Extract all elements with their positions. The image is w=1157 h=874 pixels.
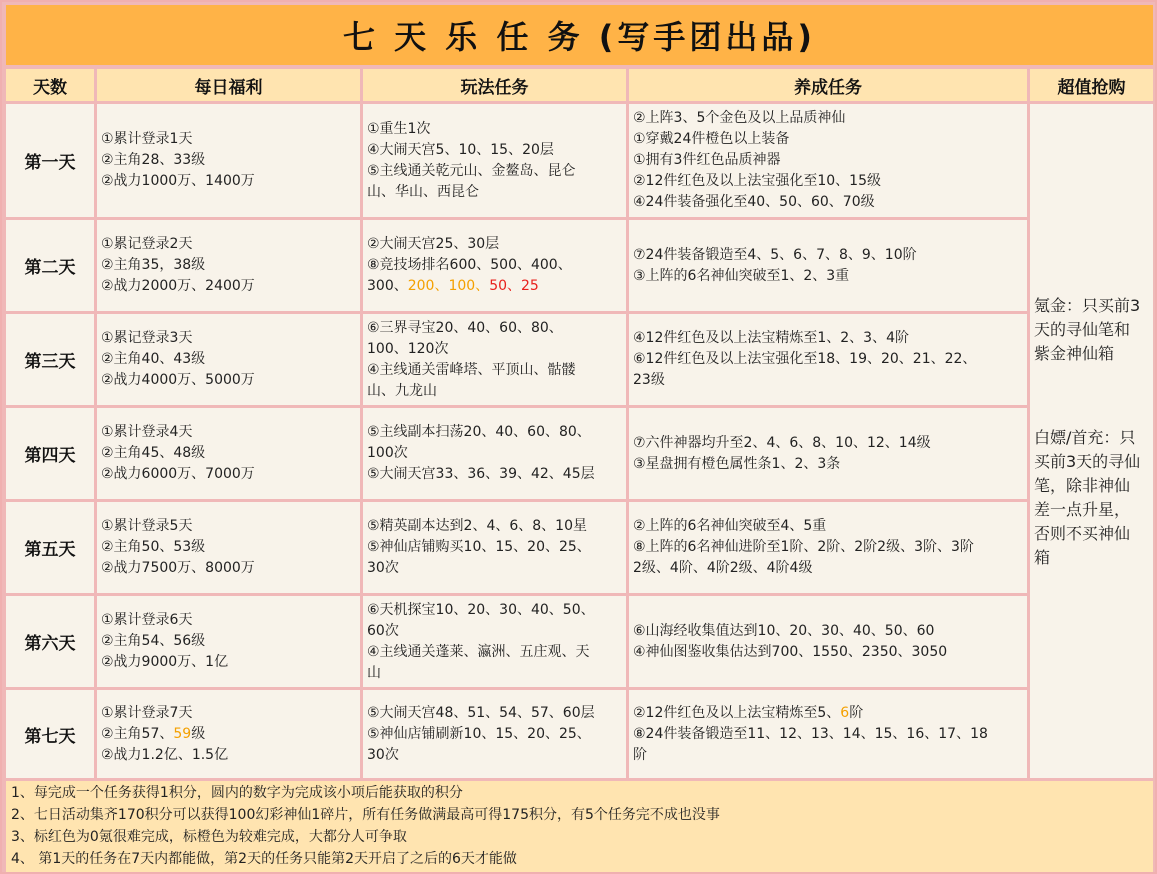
cell-line: ②主角35，38级 xyxy=(101,257,206,273)
cell-line: ①穿戴24件橙色以上装备 xyxy=(633,131,790,147)
welfare-cell xyxy=(97,408,360,499)
purchase-advice xyxy=(1030,104,1153,778)
day-label: 第六天 xyxy=(6,596,94,687)
welfare-cell xyxy=(97,104,360,217)
cell-line: ①累计登录6天 xyxy=(101,612,193,628)
play-cell xyxy=(363,314,626,405)
cell-line: ②战力6000万、7000万 xyxy=(101,466,255,482)
cell-line: ③星盘拥有橙色属性条1、2、3条 xyxy=(633,455,841,472)
play-cell xyxy=(363,220,626,311)
note-line: 2、七日活动集齐170积分可以获得100幻彩神仙1碎片，所有任务做满最高可得175积分，有5个任务完不成也没事 xyxy=(11,807,720,823)
cell-line-mixed xyxy=(101,724,356,745)
play-cell xyxy=(363,408,626,499)
cell-line: ①累计登录7天 xyxy=(101,704,193,721)
text-span: 50、25 xyxy=(489,278,539,294)
day-label: 第四天 xyxy=(6,408,94,499)
cell-line: 100次 xyxy=(367,445,408,461)
welfare-cell xyxy=(97,220,360,311)
welfare-cell xyxy=(97,314,360,405)
cell-line-mixed xyxy=(367,276,622,297)
grow-cell xyxy=(629,502,1027,593)
cell-line-mixed xyxy=(633,703,1023,724)
text-span: 6 xyxy=(840,704,850,721)
cell-line: ⑥山海经收集值达到10、20、30、40、50、60 xyxy=(633,622,935,639)
cell-line: ②大闹天宫25、30层 xyxy=(367,236,500,252)
cell-line: ②12件红色及以上法宝强化至10、15级 xyxy=(633,173,881,189)
cell-line: ①累记登录3天 xyxy=(101,330,193,346)
cell-line: ①累计登录4天 xyxy=(101,424,193,440)
cell-line: ⑧竞技场排名600、500、400、 xyxy=(367,257,572,273)
welfare-cell xyxy=(97,502,360,593)
grow-cell xyxy=(629,596,1027,687)
play-cell xyxy=(363,690,626,778)
cell-line: 山 xyxy=(367,664,381,681)
cell-line: ①累计登录5天 xyxy=(101,518,193,534)
cell-line: ②主角50、53级 xyxy=(101,539,206,555)
cell-line: ①重生1次 xyxy=(367,120,431,137)
play-cell xyxy=(363,502,626,593)
cell-line: 23级 xyxy=(633,372,665,388)
advice-paid: 氪金：只买前3 天的寻仙笔和 紫金神仙箱 xyxy=(1034,296,1141,363)
cell-line: ②主角40、43级 xyxy=(101,351,206,367)
header-purchase: 超值抢购 xyxy=(1030,69,1153,101)
text-span: 级 xyxy=(191,725,206,742)
cell-line: ⑤神仙店铺购买10、15、20、25、 xyxy=(367,539,591,555)
notes-section xyxy=(6,781,1153,872)
cell-line: ⑥三界寻宝20、40、60、80、 xyxy=(367,319,563,336)
day-label: 第七天 xyxy=(6,690,94,778)
day-label: 第二天 xyxy=(6,220,94,311)
cell-line: ②上阵3、5个金色及以上品质神仙 xyxy=(633,110,846,126)
grow-cell xyxy=(629,104,1027,217)
cell-line: ⑤神仙店铺刷新10、15、20、25、 xyxy=(367,725,591,742)
cell-line: ②战力9000万、1亿 xyxy=(101,654,229,670)
note-line: 4、 第1天的任务在7天内都能做，第2天的任务只能第2天开启了之后的6天才能做 xyxy=(11,851,517,867)
day-label: 第三天 xyxy=(6,314,94,405)
cell-line: ⑥天机探宝10、20、30、40、50、 xyxy=(367,601,595,618)
text-span: 200、100、 xyxy=(407,278,490,294)
cell-line: ②战力1.2亿、1.5亿 xyxy=(101,746,229,763)
day-label: 第一天 xyxy=(6,104,94,217)
cell-line: ⑤主线副本扫荡20、40、60、80、 xyxy=(367,424,591,440)
cell-line: 阶 xyxy=(633,746,647,763)
header-welfare: 每日福利 xyxy=(97,69,360,101)
cell-line: ⑦24件装备锻造至4、5、6、7、8、9、10阶 xyxy=(633,246,917,263)
cell-line: ③上阵的6名神仙突破至1、2、3重 xyxy=(633,267,850,284)
play-cell xyxy=(363,104,626,217)
cell-line: ②战力4000万、5000万 xyxy=(101,372,255,388)
cell-line: ④主线通关雷峰塔、平顶山、骷髅 xyxy=(367,361,576,378)
text-span: 300、 xyxy=(367,278,408,294)
cell-line: 2级、4阶、4阶2级、4阶4级 xyxy=(633,560,813,576)
cell-line: ④24件装备强化至40、50、60、70级 xyxy=(633,194,875,210)
cell-line: ②战力7500万、8000万 xyxy=(101,560,255,576)
cell-line: 100、120次 xyxy=(367,340,449,357)
cell-line: ⑦六件神器均升至2、4、6、8、10、12、14级 xyxy=(633,434,931,451)
cell-line: ④神仙图鉴收集估达到700、1550、2350、3050 xyxy=(633,643,948,660)
cell-line: ④大闹天宫5、10、15、20层 xyxy=(367,141,554,158)
text-span: 阶 xyxy=(849,704,864,721)
text-span: ②12件红色及以上法宝精炼至5、 xyxy=(633,704,841,721)
cell-line: ②战力1000万、1400万 xyxy=(101,173,255,189)
cell-line: ⑥12件红色及以上法宝强化至18、19、20、21、22、 xyxy=(633,351,977,367)
cell-line: ⑤大闹天宫48、51、54、57、60层 xyxy=(367,704,595,721)
welfare-cell xyxy=(97,690,360,778)
cell-line: 山、九龙山 xyxy=(367,382,437,399)
cell-line: ②主角54、56级 xyxy=(101,633,206,649)
header-day: 天数 xyxy=(6,69,94,101)
header-play: 玩法任务 xyxy=(363,69,626,101)
cell-line: 山、华山、西昆仑 xyxy=(367,183,479,200)
cell-line: ①累记登录2天 xyxy=(101,236,193,252)
page-title: 七 天 乐 任 务 (写手团出品) xyxy=(6,5,1153,65)
cell-line: ②主角45、48级 xyxy=(101,445,206,461)
cell-line: ②上阵的6名神仙突破至4、5重 xyxy=(633,518,827,534)
day-label: 第五天 xyxy=(6,502,94,593)
cell-line: ⑤精英副本达到2、4、6、8、10星 xyxy=(367,518,587,534)
cell-line: ④12件红色及以上法宝精炼至1、2、3、4阶 xyxy=(633,330,909,346)
cell-line: ①拥有3件红色品质神器 xyxy=(633,152,781,168)
cell-line: 30次 xyxy=(367,746,399,763)
cell-line: ⑤大闹天宫33、36、39、42、45层 xyxy=(367,466,595,482)
grow-cell xyxy=(629,408,1027,499)
header-grow: 养成任务 xyxy=(629,69,1027,101)
advice-free: 白嫖/首充：只 买前3天的寻仙 笔，除非神仙 差一点升星， 否则不买神仙 箱 xyxy=(1034,428,1141,567)
text-span: ②主角57、 xyxy=(101,725,174,742)
grow-cell xyxy=(629,314,1027,405)
welfare-cell xyxy=(97,596,360,687)
cell-line: ①累计登录1天 xyxy=(101,131,193,147)
play-cell xyxy=(363,596,626,687)
cell-line: ⑤主线通关乾元山、金鳌岛、昆仑 xyxy=(367,162,576,179)
text-span: 59 xyxy=(173,725,192,742)
cell-line: 30次 xyxy=(367,560,399,576)
cell-line: ②主角28、33级 xyxy=(101,152,206,168)
cell-line: ②战力2000万、2400万 xyxy=(101,278,255,294)
cell-line: ④主线通关蓬莱、瀛洲、五庄观、天 xyxy=(367,643,590,660)
grow-cell xyxy=(629,690,1027,778)
cell-line: ⑧上阵的6名神仙进阶至1阶、2阶、2阶2级、3阶、3阶 xyxy=(633,539,974,555)
note-line: 1、每完成一个任务获得1积分，圆内的数字为完成该小项后能获取的积分 xyxy=(11,785,463,801)
cell-line: 60次 xyxy=(367,622,399,639)
grow-cell xyxy=(629,220,1027,311)
note-line: 3、标红色为0氪很难完成，标橙色为较难完成，大都分人可争取 xyxy=(11,829,407,845)
cell-line: ⑧24件装备锻造至11、12、13、14、15、16、17、18 xyxy=(633,725,988,742)
